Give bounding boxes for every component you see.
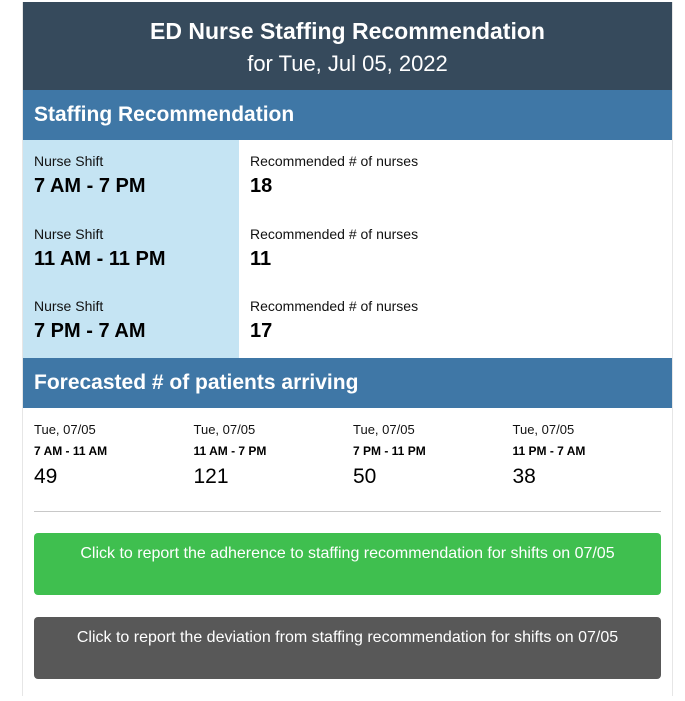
forecast-item: [513, 422, 673, 511]
forecast-count: 50: [353, 465, 377, 488]
nurses-label: Recommended # of nurses: [250, 298, 419, 315]
nurses-cell: [250, 140, 672, 213]
forecast-item: [34, 422, 194, 511]
page-title: ED Nurse Staffing Recommendation: [150, 18, 545, 44]
shift-cell: [34, 285, 239, 358]
forecast-date: Tue, 07/05: [353, 422, 415, 437]
report-deviation-button[interactable]: Click to report the deviation from staffing recommendation for shifts on 07/05: [34, 617, 661, 679]
forecast-row: [23, 408, 672, 511]
shift-label: Nurse Shift: [34, 225, 104, 242]
forecast-range: 11 AM - 7 PM: [193, 444, 267, 458]
forecast-range: 7 AM - 11 AM: [34, 444, 108, 458]
forecast-range: 11 PM - 7 AM: [512, 444, 586, 458]
forecast-date: Tue, 07/05: [193, 422, 256, 437]
nurses-cell: [250, 285, 672, 358]
nurses-cell: [250, 213, 672, 286]
shift-label: Nurse Shift: [34, 298, 104, 315]
staffing-section-title: Staffing Recommendation: [23, 90, 672, 140]
shift-cell: [34, 140, 239, 213]
header: [23, 2, 672, 90]
forecast-date: Tue, 07/05: [34, 422, 96, 437]
shift-value: 7 PM - 7 AM: [34, 320, 146, 343]
shift-value: 7 AM - 7 PM: [34, 175, 146, 197]
forecast-count: 121: [193, 465, 229, 488]
report-adherence-button[interactable]: Click to report the adherence to staffing recommendation for shifts on 07/05: [34, 533, 661, 595]
nurses-value: 18: [250, 175, 273, 197]
forecast-item: [353, 422, 513, 511]
nurses-value: 11: [250, 247, 272, 270]
staffing-card: [22, 2, 673, 696]
forecast-date: Tue, 07/05: [512, 422, 575, 437]
divider: [34, 511, 661, 512]
nurses-column: [239, 140, 672, 358]
forecast-item: [194, 422, 354, 511]
forecast-count: 38: [512, 465, 536, 488]
nurses-label: Recommended # of nurses: [250, 153, 419, 169]
forecast-count: 49: [34, 465, 58, 488]
shift-cell: [34, 213, 239, 286]
forecast-section-title: Forecasted # of patients arriving: [23, 358, 672, 408]
shift-column: [23, 140, 239, 358]
staffing-table: [23, 140, 672, 358]
nurses-value: 17: [250, 320, 273, 343]
forecast-range: 7 PM - 11 PM: [353, 444, 426, 458]
shift-value: 11 AM - 11 PM: [34, 247, 166, 270]
nurses-label: Recommended # of nurses: [250, 225, 419, 242]
page-subtitle: for Tue, Jul 05, 2022: [247, 51, 448, 76]
shift-label: Nurse Shift: [34, 153, 104, 169]
